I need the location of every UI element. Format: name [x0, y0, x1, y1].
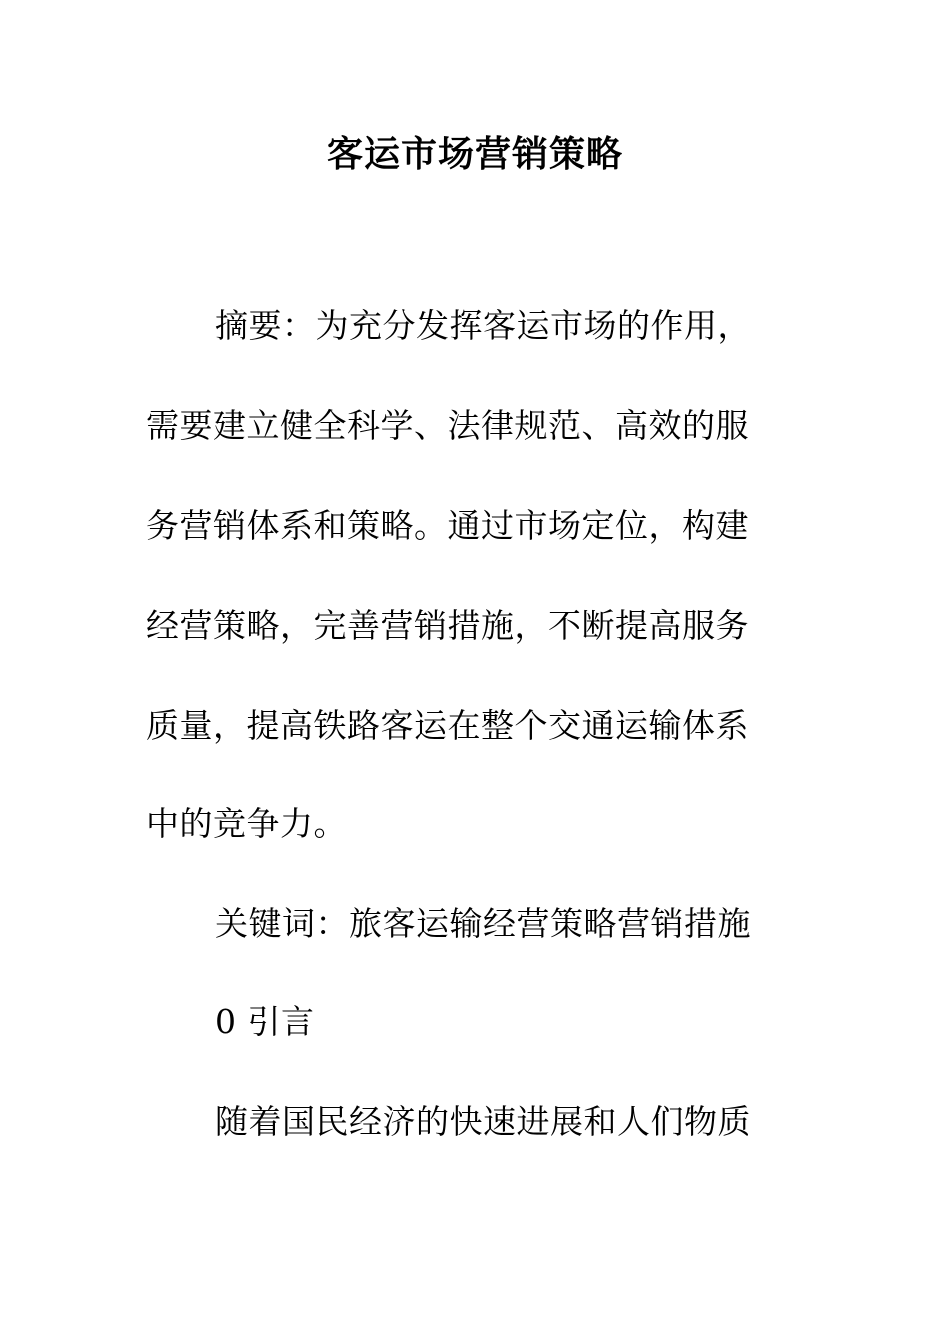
section-heading: 0 引言: [215, 1002, 315, 1041]
abstract-line-5: 质量，提高铁路客运在整个交通运输体系: [146, 706, 749, 745]
abstract-line-2: 需要建立健全科学、法律规范、高效的服: [146, 406, 749, 445]
abstract-line-1: 摘要：为充分发挥客运市场的作用，: [215, 306, 751, 345]
abstract-line-3: 务营销体系和策略。通过市场定位，构建: [146, 506, 749, 545]
abstract-line-4: 经营策略，完善营销措施，不断提高服务: [146, 606, 749, 645]
document-title: 客运市场营销策略: [326, 133, 623, 175]
abstract-line-6: 中的竞争力。: [146, 804, 347, 843]
keywords-line: 关键词：旅客运输经营策略营销措施: [215, 904, 751, 943]
body-line-1: 随着国民经济的快速进展和人们物质: [215, 1102, 751, 1141]
